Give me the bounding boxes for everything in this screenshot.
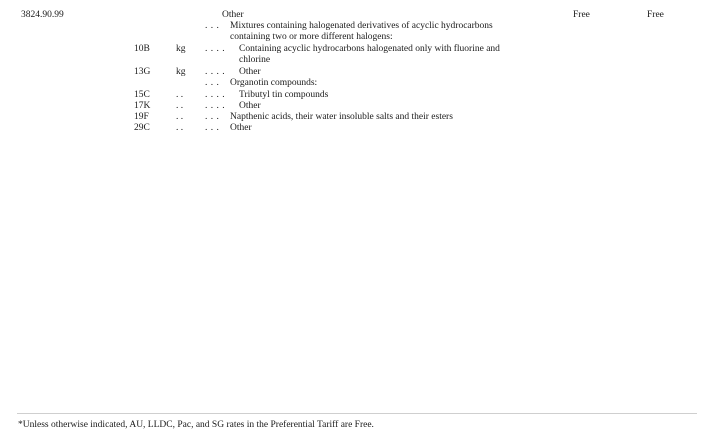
stat-suffix: 15C	[134, 90, 150, 100]
stat-suffix: 29C	[134, 123, 150, 133]
stat-suffix: 17K	[134, 101, 151, 111]
table-row	[0, 32, 712, 43]
row-description: Organotin compounds:	[230, 78, 318, 88]
table-row	[0, 44, 712, 55]
row-description: containing two or more different halogens:	[230, 32, 393, 42]
row-description: Other	[239, 101, 261, 111]
table-row	[0, 101, 712, 112]
heading-description: Other	[222, 10, 244, 20]
stat-suffix: 19F	[134, 112, 149, 122]
column2-rate: Free	[647, 10, 664, 20]
table-row	[0, 123, 712, 134]
unit-of-measure: . .	[176, 123, 184, 133]
row-description: Tributyl tin compounds	[239, 90, 329, 100]
row-description: Containing acyclic hydrocarbons halogenated only with fluorine and	[239, 44, 500, 54]
tariff-heading-number: 3824.90.99	[21, 10, 64, 20]
indent-dots: . . . .	[205, 101, 226, 111]
footer-note: *Unless otherwise indicated, AU, LLDC, Pac, and SG rates in the Preferential Tariff are Free.	[18, 420, 374, 430]
table-row	[0, 67, 712, 78]
unit-of-measure: kg	[176, 67, 186, 77]
table-row	[0, 55, 712, 66]
table-row	[0, 112, 712, 123]
row-description: chlorine	[239, 55, 271, 65]
indent-dots: . . . .	[205, 44, 226, 54]
unit-of-measure: . .	[176, 101, 184, 111]
footer-divider	[17, 413, 697, 414]
general-rate: Free	[573, 10, 590, 20]
stat-suffix: 10B	[134, 44, 150, 54]
row-description: Other	[239, 67, 261, 77]
unit-of-measure: kg	[176, 44, 186, 54]
row-description: Mixtures containing halogenated derivatives of acyclic hydrocarbons	[230, 21, 493, 31]
indent-dots: . . . .	[205, 90, 226, 100]
indent-dots: . . .	[205, 123, 220, 133]
indent-dots: . . .	[205, 78, 220, 88]
table-row	[0, 78, 712, 89]
table-row	[0, 21, 712, 32]
indent-dots: . . .	[205, 112, 220, 122]
table-row	[0, 90, 712, 101]
indent-dots: . . .	[205, 21, 220, 31]
unit-of-measure: . .	[176, 90, 184, 100]
stat-suffix: 13G	[134, 67, 151, 77]
tariff-heading-row	[0, 10, 712, 21]
row-description: Napthenic acids, their water insoluble salts and their esters	[230, 112, 453, 122]
indent-dots: . . . .	[205, 67, 226, 77]
row-description: Other	[230, 123, 252, 133]
unit-of-measure: . .	[176, 112, 184, 122]
